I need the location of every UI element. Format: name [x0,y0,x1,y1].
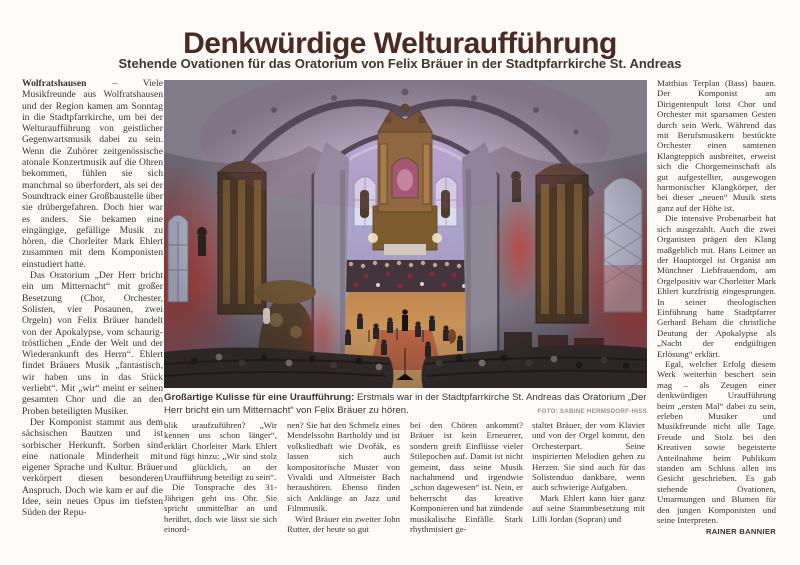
article-column-3 [287,420,400,534]
paragraph [22,78,163,270]
paragraph: blik uraufzuführen? „Wir kennen uns schon länger“, erklärt Chorleiter Mark Ehlert und fügt hinzu: „Wir sind stolz und glücklich, an der Uraufführung beteiligt zu sein“. [164,420,277,483]
caption-lead: Großartige Kulisse für eine Uraufführung: [164,392,355,403]
paragraph-text: Egal, welcher Erfolg diesem Werk weiterhin beschert sein mag – als Zeugen einer denkwürdigen Uraufführung beim „ersten Mal“ dabei zu sein, erleben Musiker und Musikfreunde nicht alle Tage. Freude und Stolz bei den Kreativen sowie begeisterte Anteilnahme beim Publikum standen am Schluss allen ins Gesicht geschrieben. Es gab stehende Ovationen, Umarmungen und Blumen für den jungen Komponisten und seine Interpreten. [657,358,776,526]
article-column-4 [410,420,523,534]
paragraph: Matthias Terplan (Bass) bauen. Der Komponist am Dirigentenpult lotst Chor und Orchester mit sparsamen Gesten durch sein Werk. Während das mit Berufsmusikern bestückte Orchester einen samtenen Klangteppich ausbreitet, erweist sich die Chorgemeinschaft als gut aufgestellter, ausgewogen harmonischer Klangkörper, der bei dieser „neuen“ Musik stets ganz auf der Höhe ist. [657,78,776,213]
paragraph: Der Komponist stammt aus dem sächsischen Bautzen und ist sorbischer Herkunft. Sorben sind eine nationale Minderheit mit eigener Sprache und Kultur. Bräuer verkörpert diesen besonderen Anspruch. Doch wie kam er auf die Idee, sein neues Opus im tiefsten Süden der Repu- [22,416,163,519]
paragraph: Die intensive Probenarbeit hat sich ausgezahlt. Auch die zwei Organisten prägen den Klang maßgeblich mit. Hans Leitner an der Hauptorgel ist Organist am Münchner Liebfrauendom, am Orgelpositiv war Chorleiter Mark Ehlert kurzfristig eingesprungen. In seiner theologischen Einführung hatte Stadtpfarrer Gerhard Beham die christliche Deutung der Apokalypse als „Nacht der endgültigen Erlösung“ erklärt. [657,213,776,359]
article-column-2 [164,420,277,534]
article-column-6 [657,78,776,537]
photo-credit: FOTO: SABINE HERMSDORF-HISS [537,407,647,415]
paragraph: nen? Sie hat den Schmelz eines Mendelssohn Bartholdy und ist volksliedhaft wie Dvořák, es lassen sich auch kompositorische Muster von Vivaldi und Altmeister Bach heraushören. Ebenso finden sich Anklänge an Jazz und Filmmusik. [287,420,400,514]
photo-caption [164,392,647,417]
paragraph: bei den Chören ankommt? Bräuer ist kein Erneuerer, sondern greift Einflüsse vieler Stilepochen auf. Damit ist nicht gemeint, dass seine Musik nachahmend und irgendwie „schon dagewesen“ ist. Nein, er beherrscht das kreative Komponieren und hat zündende musikalische Einfälle. Stark rhythmisiert ge- [410,420,523,535]
church-concert-illustration [164,80,647,388]
paragraph [657,358,776,536]
paragraph: Die Tonsprache des 31-Jährigen geht ins Ohr. Sie spricht unmittelbar an und berührt, doch wie lässt sie sich einord- [164,482,277,535]
paragraph: staltet Bräuer, der vom Klavier und von der Orgel kommt, den Orchesterpart. Seine inspirierten Melodien gehen zu Herzen. Sie sind auch für das Solistenduo dankbare, wenn auch schwierige Aufgaben. [532,420,645,493]
article-column-5 [532,420,645,524]
subheadline: Stehende Ovationen für das Oratorium von Felix Bräuer in der Stadtpfarrkirche St. Andreas [118,56,682,71]
dateline: Wolfratshausen [22,78,87,89]
caption-text: Erstmals war in der Stadtpfarrkirche St. Andreas das Oratorium „Der Herr bricht ein um Mitternacht“ von Felix Bräuer zu hören. [164,392,647,416]
church-concert-photo [164,80,647,388]
article-column-1 [22,78,163,519]
paragraph: Mark Ehlert kann hier ganz auf seine Stammbesetzung mit Lilli Jordan (Sopran) und [532,492,645,524]
headline: Denkwürdige Welturaufführung [183,27,617,60]
paragraph: Wird Bräuer ein zweiter John Rutter, der heute so gut [287,513,400,535]
paragraph: Das Oratorium „Der Herr bricht ein um Mitternacht“ mit großer Besetzung (Chor, Orchester, Solisten, vier Posaunen, zwei Orgeln) von Felix Bräuer handelt von der Apokalypse, vom schaurig-tröstlichen „Ende der Welt und der Wiederankunft des Herrn“. Ehlert findet Bräuers Musik „fantastisch, wir haben uns in das Stück verliebt“. Mit „wir“ meint er seinen gesamten Chor und die an den Proben beteiligten Musiker. [22,270,163,417]
paragraph-text: – Viele Musikfreunde aus Wolfratshausen und der Region kamen am Sonntag in die Stadtpfarrkirche, um bei der Welturaufführung von geistlicher Gegenwartsmusik dabei zu sein. Wenn die Zuhörer zeitgenössische atonale Konzertmusik auf die Ohren bekommen, fühlen sie sich manchmal so überfordert, als sei der Soundtrack einer Großbaustelle über sie drübergefahren. Doch hier war es anders. Sie bekamen eine eingängige, gefällige Musik zu hören, die Chorleiter Mark Ehlert zusammen mit dem Komponisten einstudiert hatte. [22,78,163,270]
author-byline: RAINER BANNIER [705,526,776,536]
